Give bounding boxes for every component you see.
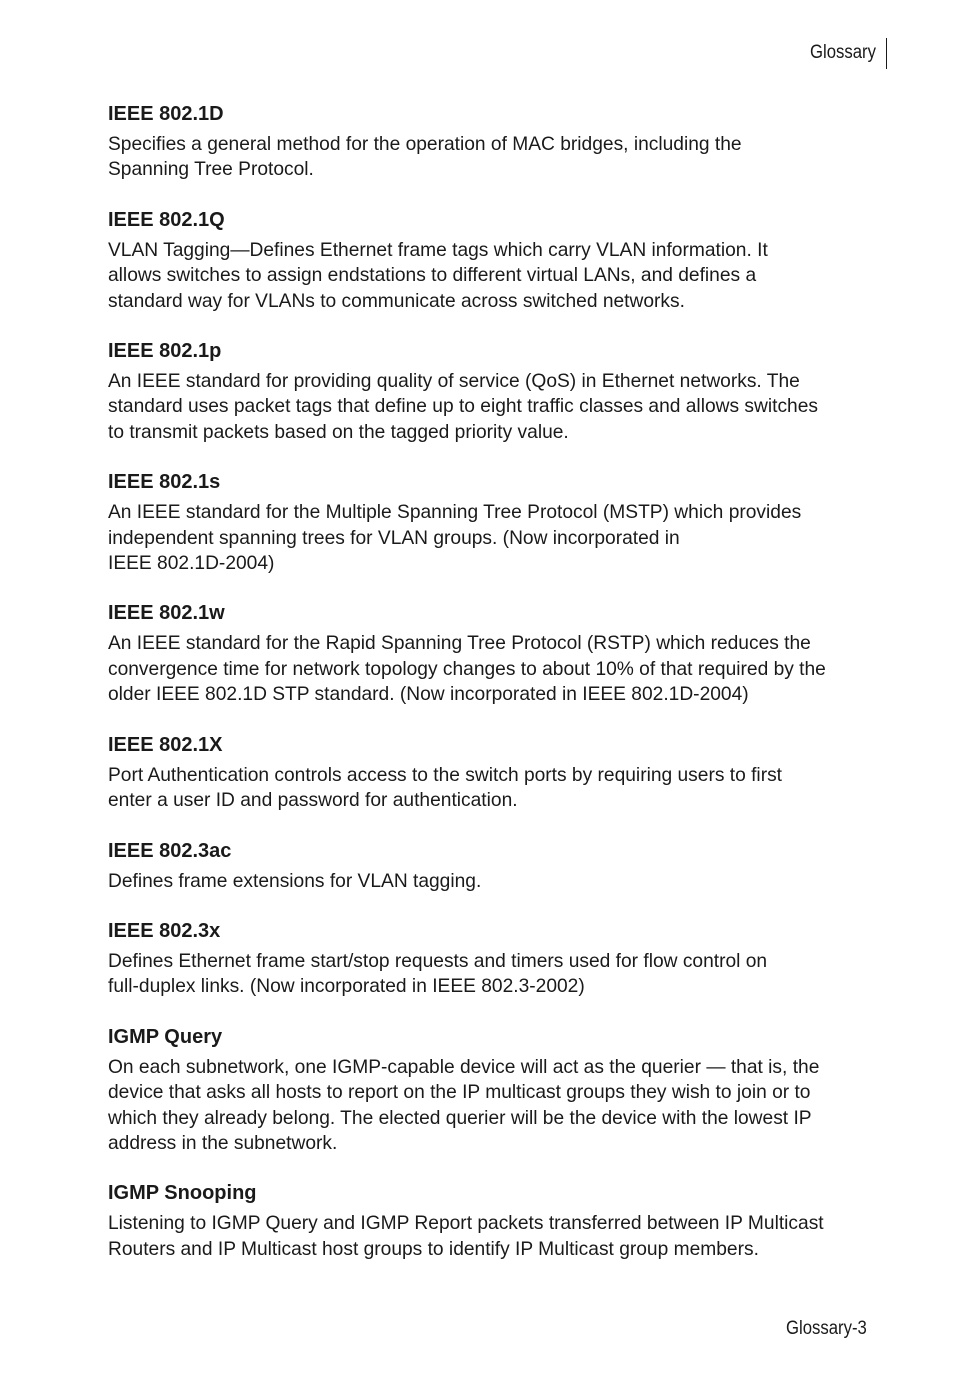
glossary-definition: Defines frame extensions for VLAN tagging. bbox=[108, 870, 482, 892]
glossary-term: IEEE 802.1w bbox=[108, 602, 225, 625]
glossary-entry bbox=[108, 919, 878, 1000]
glossary-entry bbox=[108, 208, 878, 314]
glossary-term: IEEE 802.1X bbox=[108, 733, 223, 756]
glossary-definition: An IEEE standard for providing quality of service (QoS) in Ethernet networks. The standard uses packet tags that define up to eight traffic classes and allows switches to transmit packets based on the tagged priority value. bbox=[108, 371, 818, 443]
glossary-entry bbox=[108, 1025, 878, 1157]
glossary-definition: Specifies a general method for the operation of MAC bridges, including the Spanning Tree Protocol. bbox=[108, 134, 742, 181]
glossary-term: IGMP Snooping bbox=[108, 1182, 257, 1205]
glossary-entry bbox=[108, 839, 878, 894]
glossary-definition: Listening to IGMP Query and IGMP Report packets transferred between IP Multicast Routers and IP Multicast host groups to identify IP Multicast group members. bbox=[108, 1213, 824, 1260]
glossary-term: IEEE 802.1Q bbox=[108, 208, 225, 231]
glossary-entry bbox=[108, 733, 878, 814]
glossary-definition: An IEEE standard for the Multiple Spanning Tree Protocol (MSTP) which provides independent spanning trees for VLAN groups. (Now incorporated in IEEE 802.1D-2004) bbox=[108, 502, 802, 575]
glossary-definition: Port Authentication controls access to the switch ports by requiring users to first enter a user ID and password for authentication. bbox=[108, 764, 783, 812]
glossary-content bbox=[108, 102, 878, 1287]
page-number: Glossary-3 bbox=[786, 1318, 867, 1339]
glossary-definition: An IEEE standard for the Rapid Spanning Tree Protocol (RSTP) which reduces the convergence time for network topology changes to about 10% of that required by the older IEEE 802.1D STP standard. (Now incorporated in IEEE 802.1D-2004) bbox=[108, 633, 826, 706]
glossary-definition: VLAN Tagging—Defines Ethernet frame tags which carry VLAN information. It allows switches to assign endstations to different virtual LANs, and defines a standard way for VLANs to communicate across switched networks. bbox=[108, 239, 768, 312]
glossary-term: IEEE 802.3x bbox=[108, 919, 221, 942]
header-rule bbox=[886, 38, 887, 69]
glossary-definition: Defines Ethernet frame start/stop requests and timers used for flow control on full-duplex links. (Now incorporated in IEEE 802.3-2002) bbox=[108, 950, 768, 998]
glossary-term: IEEE 802.1s bbox=[108, 471, 221, 494]
glossary-entry bbox=[108, 601, 878, 707]
glossary-entry bbox=[108, 470, 878, 576]
glossary-term: IEEE 802.3ac bbox=[108, 839, 232, 862]
glossary-term: IEEE 802.1D bbox=[108, 103, 224, 125]
glossary-term: IGMP Query bbox=[108, 1025, 223, 1048]
glossary-term: IEEE 802.1p bbox=[108, 340, 222, 363]
glossary-entry bbox=[108, 1181, 878, 1262]
running-header: Glossary bbox=[810, 42, 876, 63]
glossary-entry bbox=[108, 339, 878, 445]
glossary-entry bbox=[108, 102, 878, 183]
glossary-definition: On each subnetwork, one IGMP-capable device will act as the querier — that is, the device that asks all hosts to report on the IP multicast groups they wish to join or to which they already belong. The elected querier will be the device with the lowest IP address in the subnetwork. bbox=[108, 1056, 820, 1154]
